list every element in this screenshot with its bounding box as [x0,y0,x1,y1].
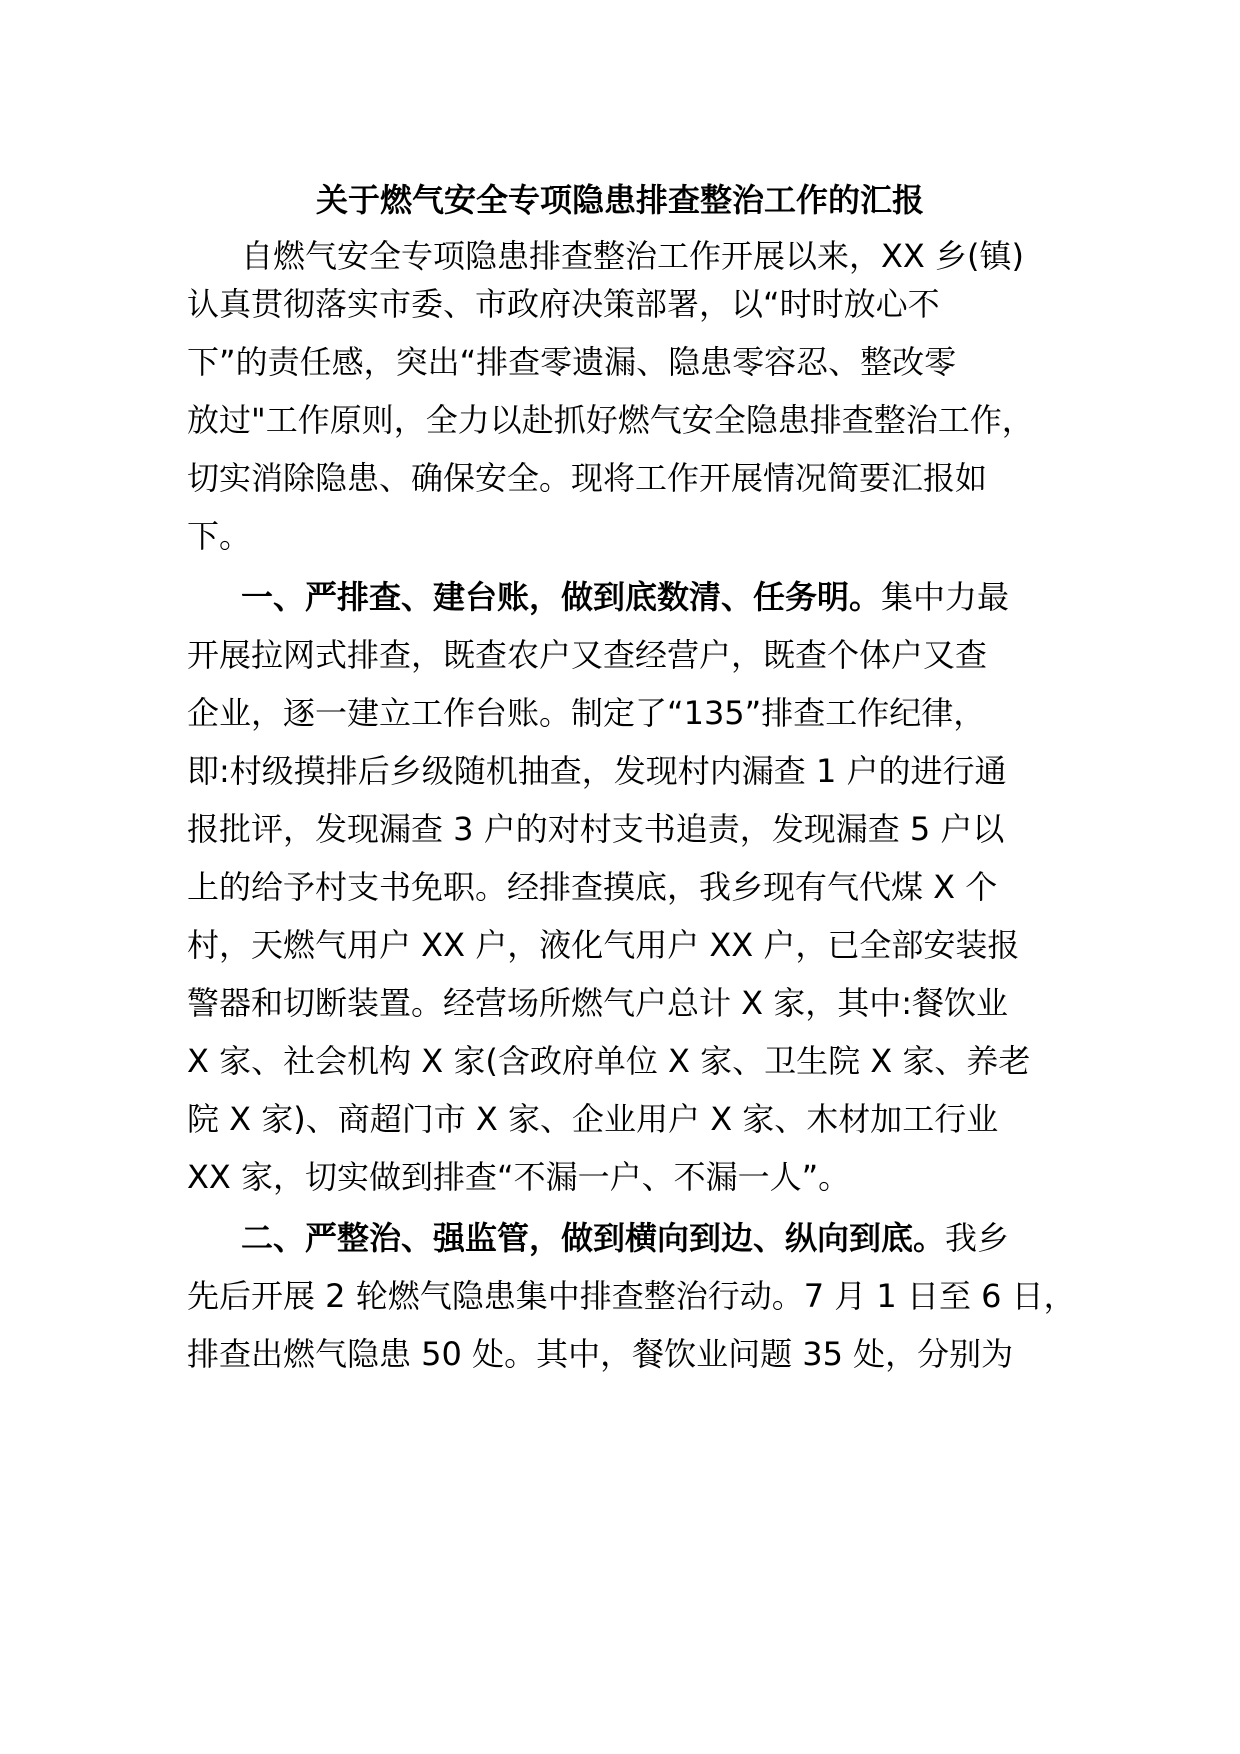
section2-line: 排查出燃气隐患 50 处。其中，餐饮业问题 35 处，分别为 [187,1335,1014,1373]
section1-line: 村，天燃气用户 XX 户，液化气用户 XX 户，已全部安装报 [187,926,1020,964]
document-title: 关于燃气安全专项隐患排查整治工作的汇报 [315,181,924,219]
section1-line: 即:村级摸排后乡级随机抽查，发现村内漏查 1 户的进行通 [187,752,1007,790]
section1-line: XX 家，切实做到排查“不漏一户、不漏一人”。 [187,1158,851,1196]
section1-line: X 家、社会机构 X 家(含政府单位 X 家、卫生院 X 家、养老 [187,1042,1031,1080]
section1-line: 上的给予村支书免职。经排查摸底，我乡现有气代煤 X 个 [187,868,998,906]
section2-first-line [241,1214,1009,1262]
section1-line: 院 X 家)、商超门市 X 家、企业用户 X 家、木材加工行业 [187,1100,999,1138]
intro-line-1: 自燃气安全专项隐患排查整治工作开展以来，XX 乡(镇) [241,237,1024,275]
section2-first-line-text: 我乡 [945,1219,1010,1257]
section1-line: 企业，逐一建立工作台账。制定了“135”排查工作纪律， [187,694,986,732]
section1-first-line [241,573,1009,621]
section1-first-line-text: 集中力最 [881,578,1010,616]
section1-line: 报批评，发现漏查 3 户的对村支书追责，发现漏查 5 户以 [187,810,1005,848]
section2-line: 先后开展 2 轮燃气隐患集中排查整治行动。7 月 1 日至 6 日， [187,1277,1076,1315]
intro-line-3: 下”的责任感，突出“排查零遗漏、隐患零容忍、整改零 [187,343,957,381]
intro-line-2: 认真贯彻落实市委、市政府决策部署，以“时时放心不 [187,285,940,323]
section1-heading: 一、严排查、建台账，做到底数清、任务明。 [241,578,882,616]
section1-line: 警器和切断装置。经营场所燃气户总计 X 家，其中:餐饮业 [187,984,1009,1022]
intro-line-4: 放过"工作原则，全力以赴抓好燃气安全隐患排查整治工作， [187,401,1034,439]
section2-heading: 二、严整治、强监管，做到横向到边、纵向到底。 [241,1219,946,1257]
intro-line-5: 切实消除隐患、确保安全。现将工作开展情况简要汇报如 [187,459,988,497]
intro-line-6: 下。 [187,517,252,555]
section1-line: 开展拉网式排查，既查农户又查经营户，既查个体户又查 [187,636,988,674]
